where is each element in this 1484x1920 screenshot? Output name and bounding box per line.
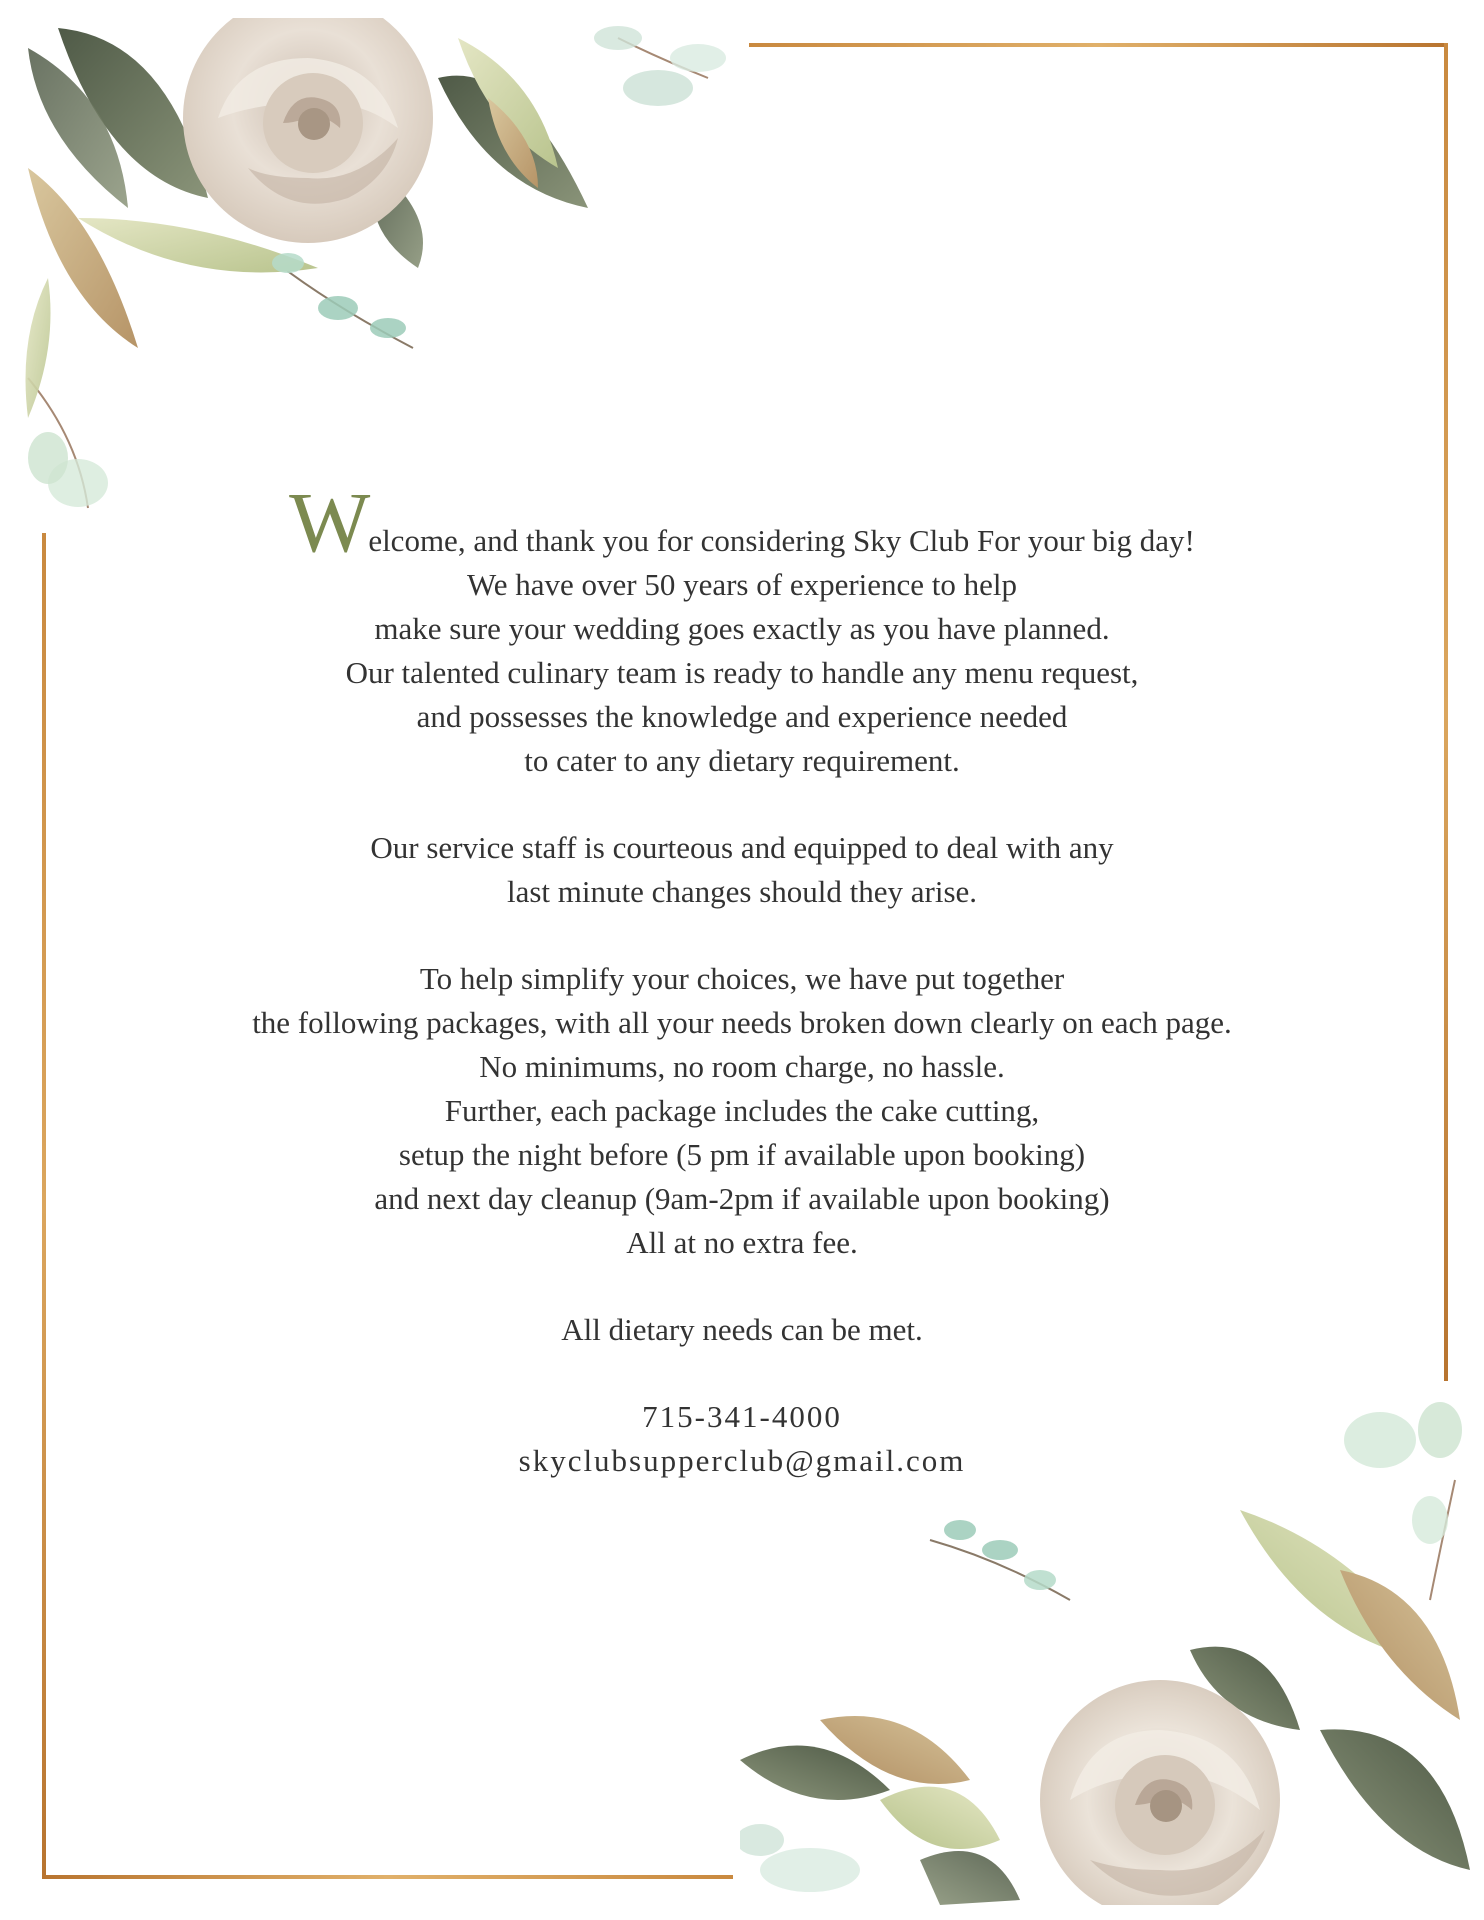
paragraph-gap	[200, 1352, 1284, 1395]
welcome-line: and possesses the knowledge and experience needed	[416, 699, 1068, 734]
packages-line: Further, each package includes the cake cutting,	[444, 1093, 1040, 1128]
paragraph-gap	[200, 914, 1284, 957]
paragraph-gap	[200, 1265, 1284, 1308]
packages-line: To help simplify your choices, we have put together	[419, 961, 1065, 996]
welcome-line: make sure your wedding goes exactly as you have planned.	[374, 611, 1110, 646]
welcome-first-line-text: elcome, and thank you for considering Sky Club For your big day!	[368, 523, 1195, 558]
service-line: last minute changes should they arise.	[506, 874, 978, 909]
packages-line: setup the night before (5 pm if available upon booking)	[398, 1137, 1086, 1172]
packages-line: and next day cleanup (9am-2pm if available upon booking)	[374, 1181, 1110, 1216]
welcome-line: to cater to any dietary requirement.	[524, 743, 960, 778]
contact-email[interactable]: skyclubsupperclub@gmail.com	[518, 1443, 966, 1478]
service-line: Our service staff is courteous and equipped to deal with any	[370, 830, 1114, 865]
welcome-letter	[200, 474, 1284, 1483]
packages-line: All at no extra fee.	[626, 1225, 858, 1260]
gold-frame-top	[749, 43, 1448, 47]
gold-frame-bottom	[42, 1875, 733, 1879]
paragraph-gap	[200, 783, 1284, 826]
contact-phone[interactable]: 715-341-4000	[642, 1399, 842, 1434]
packages-line: the following packages, with all your needs broken down clearly on each page.	[252, 1005, 1232, 1040]
welcome-first-line	[200, 474, 1284, 570]
gold-frame-left	[42, 533, 46, 1879]
welcome-line: Our talented culinary team is ready to handle any menu request,	[345, 655, 1139, 690]
drop-cap: W	[289, 474, 369, 570]
floral-rose-top-left-icon	[18, 18, 748, 518]
dietary-note: All dietary needs can be met.	[561, 1312, 923, 1347]
welcome-line: We have over 50 years of experience to help	[466, 567, 1018, 602]
gold-frame-right	[1444, 43, 1448, 1381]
packages-line: No minimums, no room charge, no hassle.	[479, 1049, 1005, 1084]
